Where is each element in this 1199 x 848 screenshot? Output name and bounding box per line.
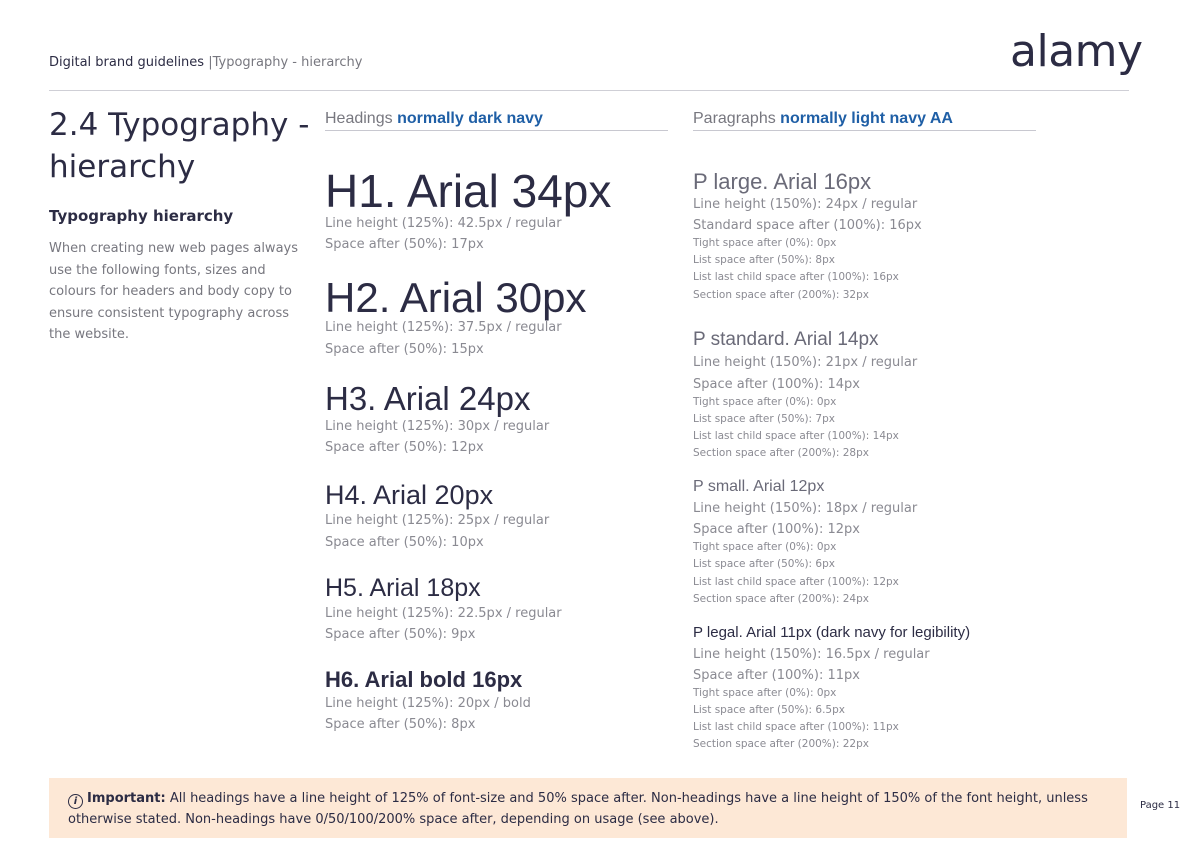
p-large-space-after: Standard space after (100%): 16px [693, 218, 922, 233]
h6-sample: H6. Arial bold 16px [325, 667, 523, 692]
important-label: Important: [87, 791, 166, 806]
alamy-logo: alamy [1010, 26, 1143, 77]
paragraphs-column-rule [693, 130, 1036, 131]
h1-sample: H1. Arial 34px [325, 165, 612, 217]
p-small-line-height: Line height (150%): 18px / regular [693, 501, 918, 516]
h1-line-height: Line height (125%): 42.5px / regular [325, 216, 562, 231]
h2-sample: H2. Arial 30px [325, 274, 587, 321]
p-standard-list: List space after (50%): 7px [693, 413, 835, 425]
p-small-last: List last child space after (100%): 12px [693, 576, 899, 588]
paragraphs-column-label [693, 110, 953, 128]
p-standard-sample: P standard. Arial 14px [693, 329, 879, 350]
paragraphs-label-emph: normally light navy AA [780, 110, 953, 127]
p-standard-section: Section space after (200%): 28px [693, 447, 869, 459]
h2-space-after: Space after (50%): 15px [325, 342, 484, 357]
p-small-tight: Tight space after (0%): 0px [693, 541, 837, 553]
info-icon: i [68, 794, 83, 809]
h1-space-after: Space after (50%): 17px [325, 237, 484, 252]
p-large-line-height: Line height (150%): 24px / regular [693, 197, 918, 212]
p-standard-line-height: Line height (150%): 21px / regular [693, 355, 918, 370]
h5-sample: H5. Arial 18px [325, 574, 481, 602]
intro-body: When creating new web pages always use the following fonts, sizes and colours for headers and body copy to ensure consistent typography across the website. [49, 241, 298, 342]
doc-title-text: Digital brand guidelines [49, 55, 205, 70]
important-note-text [68, 788, 1108, 830]
p-legal-space-after: Space after (100%): 11px [693, 668, 860, 683]
p-small-section: Section space after (200%): 24px [693, 593, 869, 605]
h4-line-height: Line height (125%): 25px / regular [325, 513, 550, 528]
h3-space-after: Space after (50%): 12px [325, 440, 484, 455]
p-standard-tight: Tight space after (0%): 0px [693, 396, 837, 408]
doc-subtitle-text: Typography - hierarchy [212, 55, 363, 70]
h4-sample: H4. Arial 20px [325, 480, 494, 510]
title-separator: | [208, 55, 213, 70]
h6-line-height: Line height (125%): 20px / bold [325, 696, 531, 711]
p-legal-tight: Tight space after (0%): 0px [693, 687, 837, 699]
h2-line-height: Line height (125%): 37.5px / regular [325, 320, 562, 335]
p-large-list: List space after (50%): 8px [693, 254, 835, 266]
h3-sample: H3. Arial 24px [325, 380, 531, 417]
h5-line-height: Line height (125%): 22.5px / regular [325, 606, 562, 621]
paragraphs-label: Paragraphs [693, 110, 776, 127]
page-number: Page 11 [1140, 800, 1181, 811]
headings-label-emph: normally dark navy [397, 110, 543, 127]
important-note [49, 778, 1127, 838]
p-small-sample: P small. Arial 12px [693, 478, 825, 495]
h6-space-after: Space after (50%): 8px [325, 717, 476, 732]
h3-line-height: Line height (125%): 30px / regular [325, 419, 550, 434]
headings-column-label [325, 110, 543, 128]
important-body: All headings have a line height of 125% of font-size and 50% space after. Non-headings have a line height of 150% of the font height, unless otherwise stated. Non-headings have 0/50/100/200% space after, depending on usage (see above). [68, 791, 1088, 827]
headings-column-rule [325, 130, 668, 131]
p-standard-last: List last child space after (100%): 14px [693, 430, 899, 442]
p-small-space-after: Space after (100%): 12px [693, 522, 860, 537]
p-large-sample: P large. Arial 16px [693, 169, 872, 194]
p-large-last: List last child space after (100%): 16px [693, 271, 899, 283]
p-large-tight: Tight space after (0%): 0px [693, 237, 837, 249]
section-title: 2.4 Typography - hierarchy [49, 107, 310, 185]
intro-heading: Typography hierarchy [49, 207, 234, 225]
p-legal-line-height: Line height (150%): 16.5px / regular [693, 647, 930, 662]
h5-space-after: Space after (50%): 9px [325, 627, 476, 642]
p-large-section: Section space after (200%): 32px [693, 289, 869, 301]
p-small-list: List space after (50%): 6px [693, 558, 835, 570]
h4-space-after: Space after (50%): 10px [325, 535, 484, 550]
p-legal-section: Section space after (200%): 22px [693, 738, 869, 750]
p-standard-space-after: Space after (100%): 14px [693, 377, 860, 392]
p-legal-sample: P legal. Arial 11px (dark navy for legibility) [693, 624, 971, 641]
p-legal-list: List space after (50%): 6.5px [693, 704, 845, 716]
p-legal-last: List last child space after (100%): 11px [693, 721, 899, 733]
document-title [49, 55, 362, 70]
headings-label: Headings [325, 110, 393, 127]
header-divider [49, 90, 1129, 91]
